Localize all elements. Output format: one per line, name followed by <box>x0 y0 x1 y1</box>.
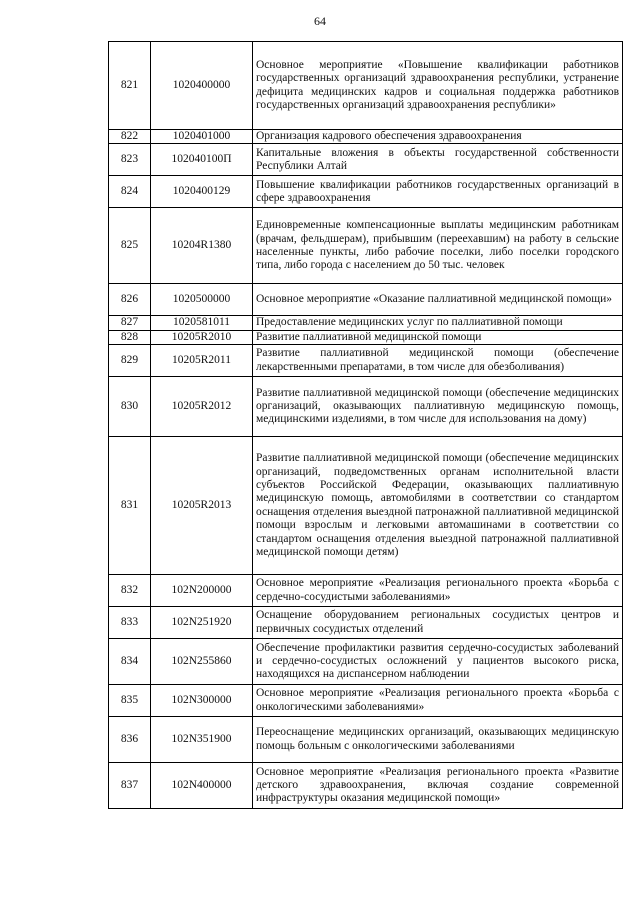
row-description: Основное мероприятие «Реализация регионального проекта «Борьба с сердечно-сосудистыми заболеваниями» <box>253 575 623 607</box>
row-description: Основное мероприятие «Реализация регионального проекта «Борьба с онкологическими заболеваниями» <box>253 685 623 717</box>
row-code: 102N255860 <box>151 639 253 685</box>
table-row <box>109 607 623 639</box>
table-row <box>109 575 623 607</box>
row-code: 102N251920 <box>151 607 253 639</box>
row-description: Обеспечение профилактики развития сердечно-сосудистых заболеваний и сердечно-сосудистых осложнений у пациентов высокого риска, находящихся на диспансерном наблюдении <box>253 639 623 685</box>
row-number: 831 <box>109 437 151 575</box>
table-row <box>109 437 623 575</box>
table-row <box>109 717 623 763</box>
row-description: Развитие паллиативной медицинской помощи (обеспечение медицинских организаций, подведомственных органам исполнительной власти субъектов Российской Федерации, оказывающих паллиативную медицинскую помощь, автомобилями в соответствии со стандартом оснащения отделения выездной патронажной паллиативной медицинской помощи взрослым и легковыми автомашинами в соответствии со стандартом оснащения отделения выездной патронажной паллиативной медицинской помощи детям) <box>253 437 623 575</box>
table-row <box>109 639 623 685</box>
row-description: Основное мероприятие «Оказание паллиативной медицинской помощи» <box>253 284 623 316</box>
row-description: Развитие паллиативной медицинской помощи <box>253 330 623 344</box>
table-row <box>109 685 623 717</box>
row-description: Оснащение оборудованием региональных сосудистых центров и первичных сосудистых отделений <box>253 607 623 639</box>
row-number: 823 <box>109 144 151 176</box>
row-number: 822 <box>109 130 151 144</box>
table-row <box>109 130 623 144</box>
row-code: 102N200000 <box>151 575 253 607</box>
row-description: Переоснащение медицинских организаций, оказывающих медицинскую помощь больным с онкологическими заболеваниями <box>253 717 623 763</box>
row-code: 1020400129 <box>151 176 253 208</box>
budget-classification-table <box>108 41 623 809</box>
table-row <box>109 345 623 377</box>
row-number: 825 <box>109 208 151 284</box>
row-number: 827 <box>109 316 151 330</box>
row-code: 102N351900 <box>151 717 253 763</box>
row-description: Основное мероприятие «Повышение квалификации работников государственных организаций здравоохранения республики, устранение дефицита медицинских кадров и социальная поддержка работников государственных организаций здравоохранения республики» <box>253 42 623 130</box>
table-row <box>109 144 623 176</box>
row-code: 102N400000 <box>151 763 253 809</box>
row-code: 10205R2010 <box>151 330 253 344</box>
table-row <box>109 316 623 330</box>
row-number: 837 <box>109 763 151 809</box>
table-row <box>109 208 623 284</box>
row-code: 1020400000 <box>151 42 253 130</box>
row-code: 1020500000 <box>151 284 253 316</box>
table-row <box>109 176 623 208</box>
row-description: Развитие паллиативной медицинской помощи (обеспечение медицинских организаций, оказывающих паллиативную медицинскую помощь, медицинскими изделиями, в том числе для использования на дому) <box>253 377 623 437</box>
row-description: Единовременные компенсационные выплаты медицинским работникам (врачам, фельдшерам), прибывшим (переехавшим) на работу в сельские населенные пункты, либо рабочие поселки, либо поселки городского типа, либо города с населением до 50 тыс. человек <box>253 208 623 284</box>
row-description: Предоставление медицинских услуг по паллиативной помощи <box>253 316 623 330</box>
row-number: 834 <box>109 639 151 685</box>
row-number: 832 <box>109 575 151 607</box>
page-number: 64 <box>314 14 326 28</box>
row-code: 102040100П <box>151 144 253 176</box>
row-number: 829 <box>109 345 151 377</box>
row-code: 10205R2012 <box>151 377 253 437</box>
row-number: 824 <box>109 176 151 208</box>
row-number: 836 <box>109 717 151 763</box>
row-description: Организация кадрового обеспечения здравоохранения <box>253 130 623 144</box>
table-row <box>109 763 623 809</box>
row-code: 1020581011 <box>151 316 253 330</box>
table-row <box>109 42 623 130</box>
row-code: 10205R2011 <box>151 345 253 377</box>
row-description: Основное мероприятие «Реализация регионального проекта «Развитие детского здравоохранения, включая создание современной инфраструктуры оказания медицинской помощи» <box>253 763 623 809</box>
row-description: Развитие паллиативной медицинской помощи (обеспечение лекарственными препаратами, в том числе для обезболивания) <box>253 345 623 377</box>
row-description: Капитальные вложения в объекты государственной собственности Республики Алтай <box>253 144 623 176</box>
row-description: Повышение квалификации работников государственных организаций в сфере здравоохранения <box>253 176 623 208</box>
row-number: 835 <box>109 685 151 717</box>
row-number: 833 <box>109 607 151 639</box>
row-number: 830 <box>109 377 151 437</box>
row-number: 828 <box>109 330 151 344</box>
table-row <box>109 377 623 437</box>
table-row <box>109 284 623 316</box>
row-code: 1020401000 <box>151 130 253 144</box>
row-number: 821 <box>109 42 151 130</box>
row-number: 826 <box>109 284 151 316</box>
row-code: 102N300000 <box>151 685 253 717</box>
row-code: 10204R1380 <box>151 208 253 284</box>
table-row <box>109 330 623 344</box>
row-code: 10205R2013 <box>151 437 253 575</box>
